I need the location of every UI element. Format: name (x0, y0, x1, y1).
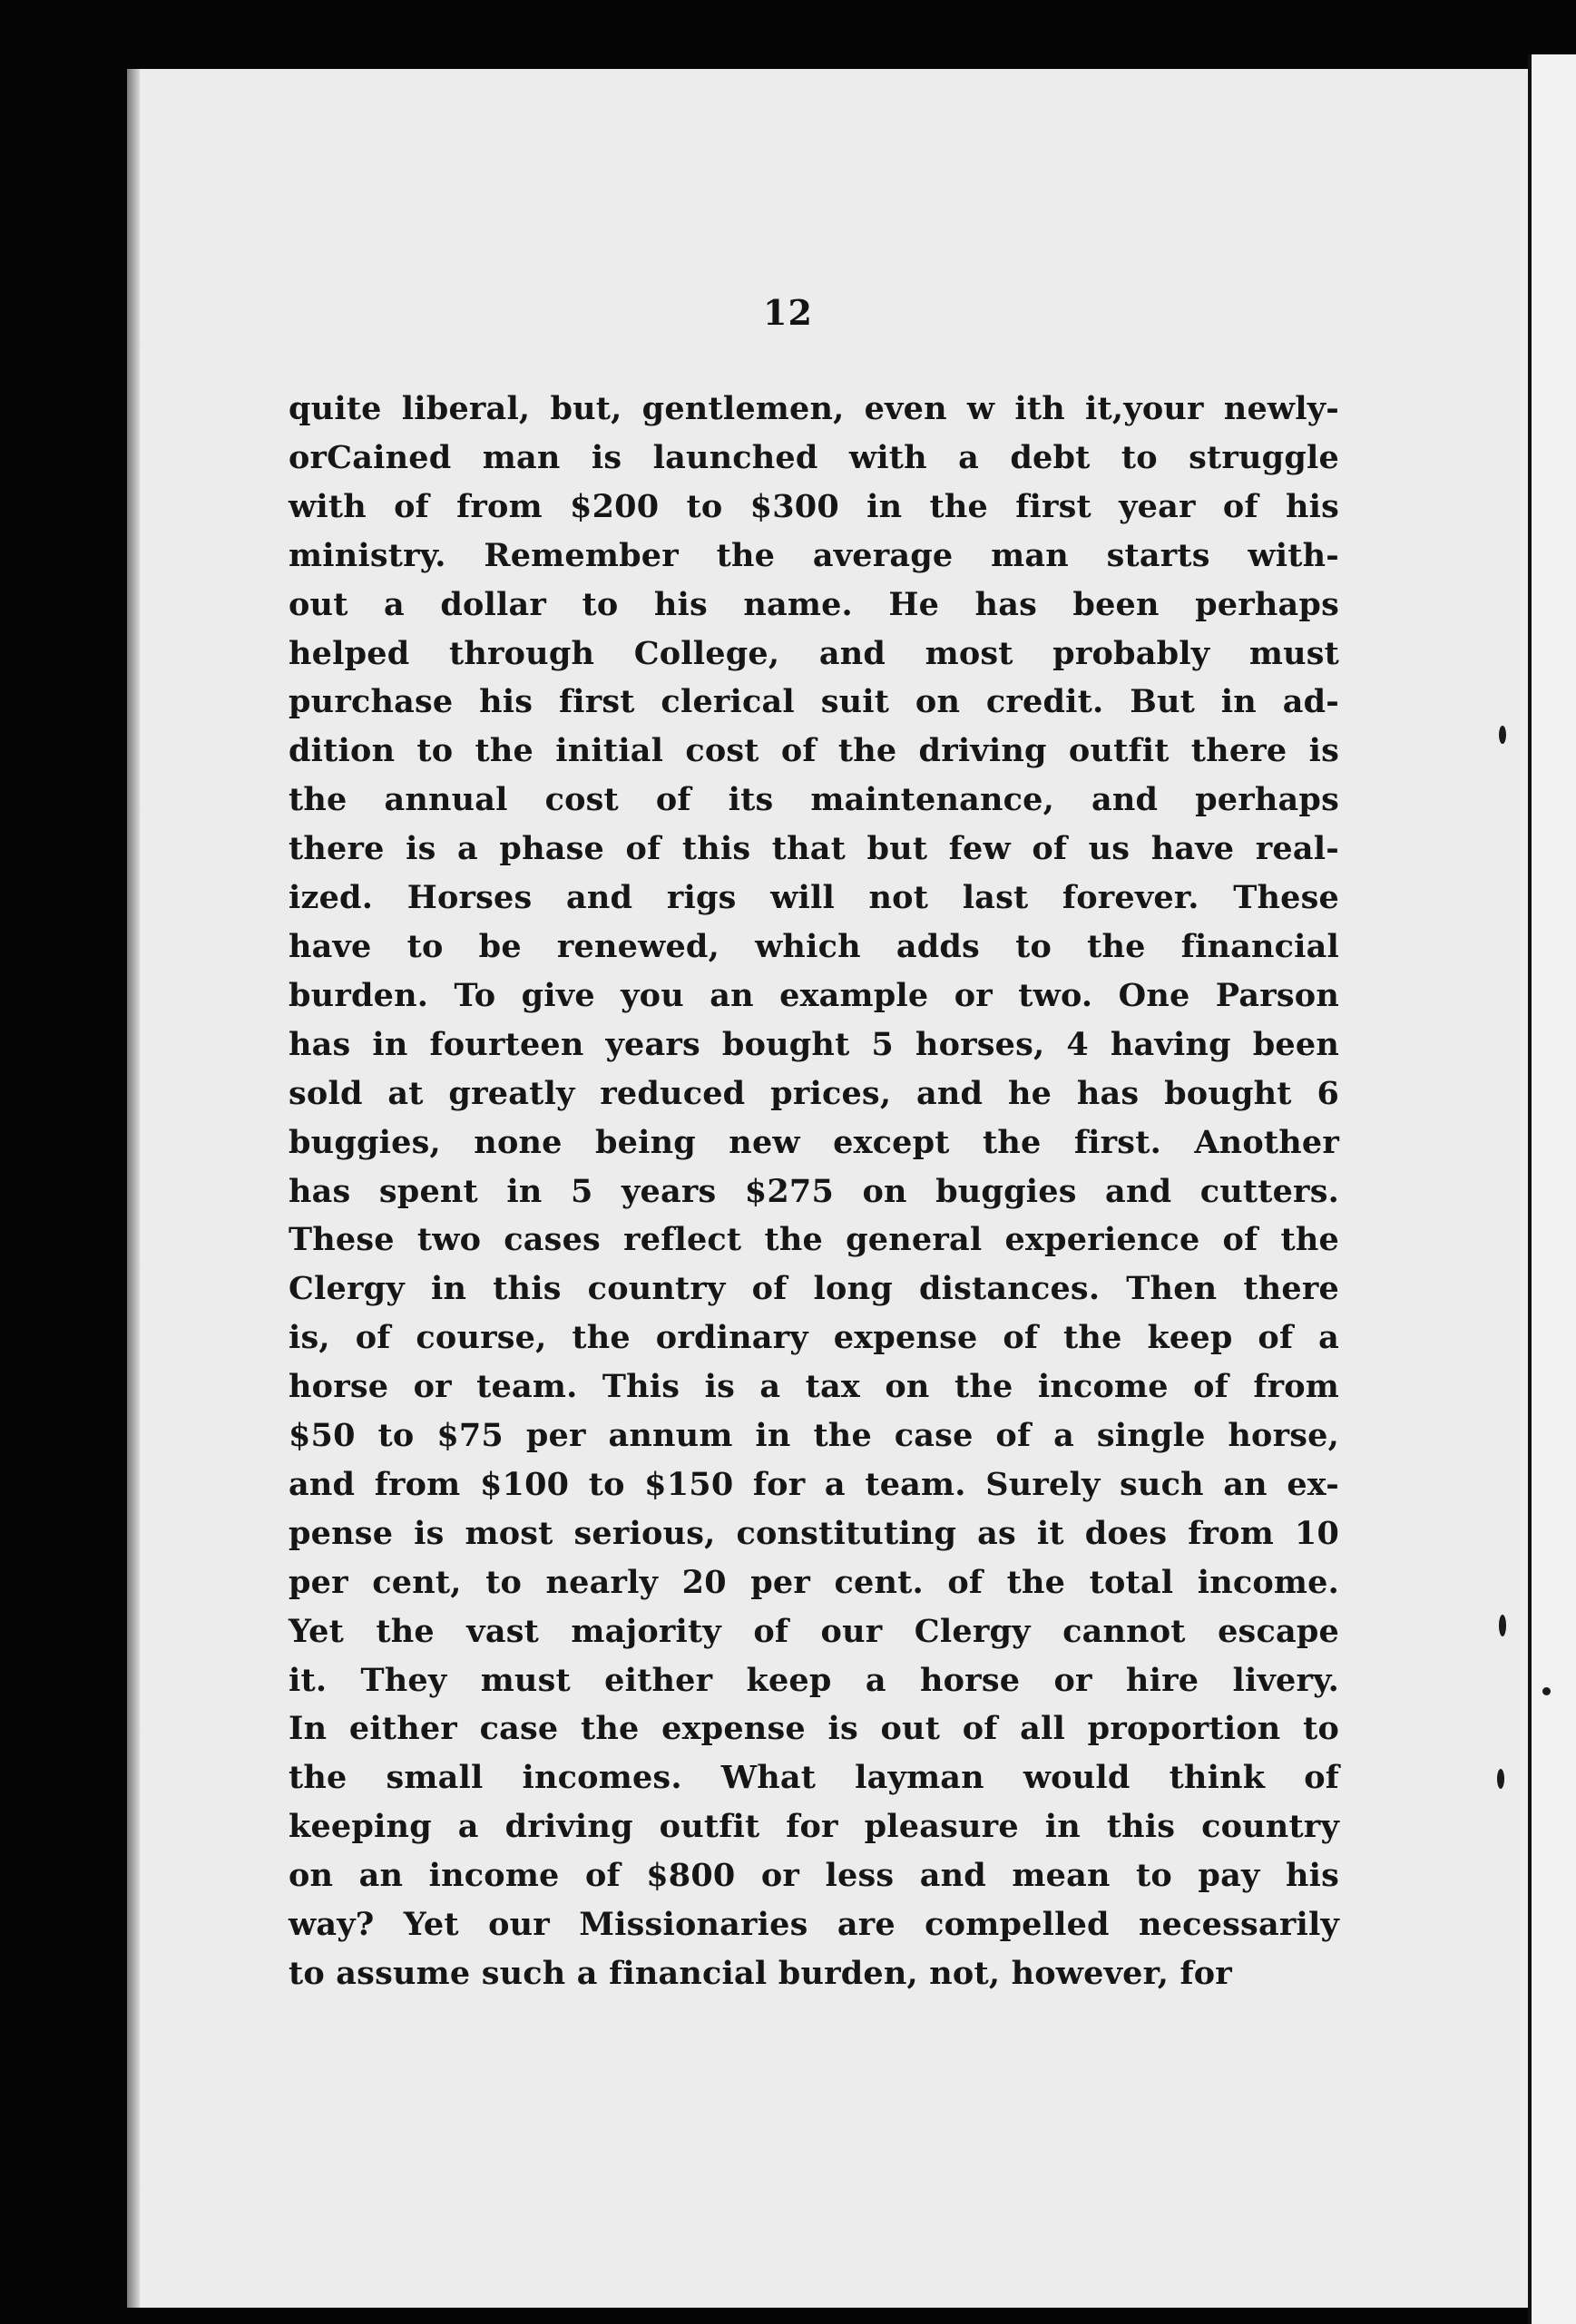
text-line: burden. To give you an example or two. One Parson (289, 976, 1339, 1014)
scan-speck (1497, 1769, 1504, 1789)
adjacent-page-strip (1532, 54, 1576, 2324)
text-line: Yet the vast majority of our Clergy cannot escape (289, 1612, 1339, 1650)
text-line: the annual cost of its maintenance, and perhaps (289, 781, 1339, 819)
text-line: Clergy in this country of long distances. Then there (289, 1270, 1339, 1308)
text-line: out a dollar to his name. He has been perhaps (289, 585, 1339, 623)
text-line: the small incomes. What layman would think of (289, 1759, 1339, 1797)
text-line: keeping a driving outfit for pleasure in this country (289, 1808, 1339, 1846)
text-line: has in fourteen years bought 5 horses, 4 having been (289, 1025, 1339, 1063)
text-line: ized. Horses and rigs will not last forever. These (289, 879, 1339, 917)
text-line: These two cases reflect the general experience of the (289, 1221, 1339, 1259)
body-text (289, 385, 1339, 1998)
text-line: has spent in 5 years $275 on buggies and cutters. (289, 1172, 1339, 1210)
text-line: per cent, to nearly 20 per cent. of the total income. (289, 1563, 1339, 1601)
text-line: $50 to $75 per annum in the case of a single horse, (289, 1417, 1339, 1455)
text-line: there is a phase of this that but few of us have real- (289, 830, 1339, 868)
scan-speck (1499, 726, 1506, 744)
text-line: on an income of $800 or less and mean to pay his (289, 1857, 1339, 1895)
text-line: buggies, none being new except the first. Another (289, 1123, 1339, 1161)
text-line: way? Yet our Missionaries are compelled necessarily (289, 1906, 1339, 1944)
scan-speck (1499, 1615, 1506, 1636)
text-line: helped through College, and most probably must (289, 634, 1339, 672)
text-line: sold at greatly reduced prices, and he has bought 6 (289, 1074, 1339, 1112)
text-line: quite liberal, but, gentlemen, even w ith it,your newly- (289, 390, 1339, 427)
text-line: orCained man is launched with a debt to struggle (289, 438, 1339, 476)
text-line: horse or team. This is a tax on the income of from (289, 1368, 1339, 1406)
text-line: is, of course, the ordinary expense of the keep of a (289, 1319, 1339, 1357)
text-line: and from $100 to $150 for a team. Surely such an ex- (289, 1465, 1339, 1503)
text-line: ministry. Remember the average man starts with- (289, 536, 1339, 574)
text-line: to assume such a financial burden, not, however, for (289, 1955, 1232, 1992)
text-line: pense is most serious, constituting as it does from 10 (289, 1514, 1339, 1552)
page-number: 12 (763, 292, 813, 333)
text-line: In either case the expense is out of all proportion to (289, 1710, 1339, 1748)
scan-speck (1542, 1687, 1551, 1695)
text-line: have to be renewed, which adds to the financial (289, 927, 1339, 965)
text-line: with of from $200 to $300 in the first year of his (289, 487, 1339, 525)
text-line: purchase his first clerical suit on credit. But in ad- (289, 683, 1339, 721)
page-left-edge (127, 69, 140, 2308)
text-line: dition to the initial cost of the driving outfit there is (289, 732, 1339, 770)
text-line: it. They must either keep a horse or hire livery. (289, 1661, 1339, 1699)
